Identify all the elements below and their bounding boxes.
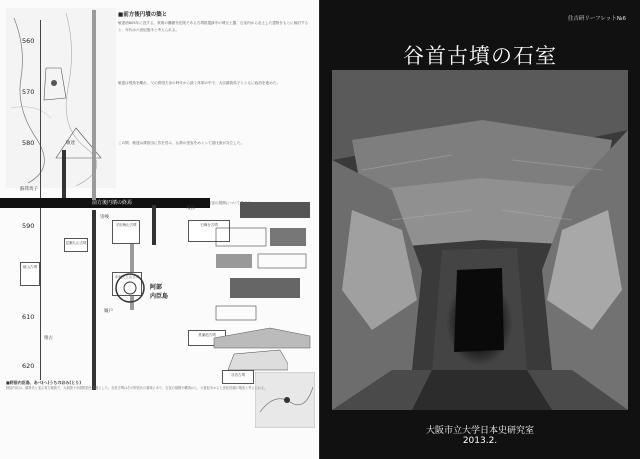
person-label-bidatsu: 敏達 [66, 141, 75, 146]
person-label-shotoku: 厩戸 [104, 309, 113, 314]
tomb-box [112, 220, 140, 244]
cover-page [320, 0, 640, 459]
reign-bar-suiko [92, 210, 96, 390]
series-label: 住吉研リーフレット№6 [567, 16, 626, 22]
year-label: 610 [22, 313, 35, 321]
paragraph: 敏達は飛鳥を離れ、父の欽明天皇の時代から続く体制の中で、大臣蘇我馬子とともに政治を進めた。 [118, 81, 280, 85]
paragraph: 敏達治605年に没する。欽明の難願寺在陵である古墳群遺跡中の墳丘土器、石室内から出土した遺物をもとに検討すると、年代は六世紀後半と考えられる。 [118, 21, 309, 32]
year-label: 560 [22, 37, 35, 45]
publication-date: 2013.2. [462, 436, 498, 446]
tomb-label: 谷首古墳 [231, 373, 245, 377]
person-label-soga: 蘇我馬子 [20, 187, 38, 192]
caption [6, 380, 281, 442]
tomb-section [228, 340, 288, 374]
reign-bar-soga [92, 10, 96, 200]
year-label: 580 [22, 139, 35, 147]
institution-name: 大阪市立大学日本史研究室 [425, 426, 534, 436]
reign-bar-nyuu [152, 205, 156, 245]
person-label-sujun: 崇峻 [100, 215, 109, 220]
stone-chamber-photo [332, 70, 628, 410]
year-label: 590 [22, 222, 35, 230]
year-label: 570 [22, 88, 35, 96]
tomb-label: 赤坂天王山古墳 [114, 275, 140, 279]
person-label-suiko: 推古 [44, 336, 53, 341]
band-label: 前方後円墳の終焉 [92, 200, 133, 206]
section-heading: ■前方後円墳の築と [118, 12, 168, 18]
tomb-box [64, 238, 88, 252]
tomb-label: 見瀬丸山古墳 [65, 241, 87, 245]
tomb-box [20, 262, 40, 286]
person-label-abe: 阿部 内臣島 [150, 284, 169, 300]
tomb-label: 平田梅山古墳 [115, 223, 137, 227]
tomb-label: 石舞台古墳 [200, 223, 218, 227]
caption-title: ■阿倍内臣島、あべ(へ)うちのおみ(とり) [6, 380, 82, 385]
map-sketch [6, 8, 116, 188]
cover-title: 谷首古墳の石室 [403, 44, 557, 68]
tomb-label: 菖蒲池古墳 [198, 333, 216, 337]
person-label-asuka: 飛鳥 [186, 206, 195, 211]
year-label: 620 [22, 362, 35, 370]
paragraph: この間、敏達は譯語田に宮を営み、仏教の受容をめぐって諸氏族が対立した。 [118, 141, 244, 145]
tomb-plan [110, 268, 150, 308]
reign-bar-bidatsu [62, 150, 66, 198]
caption-text: 阿倍内臣は、蘇我氏と並ぶ有力豪族で、大和国十市郡阿倍を本拠とした。谷首古墳はその阿倍氏の墓域にあり、石室の規模や構造から、六世紀末から七世紀初頭の築造と考えられる。 [6, 386, 268, 390]
tomb-label: 植山古墳 [23, 265, 37, 269]
